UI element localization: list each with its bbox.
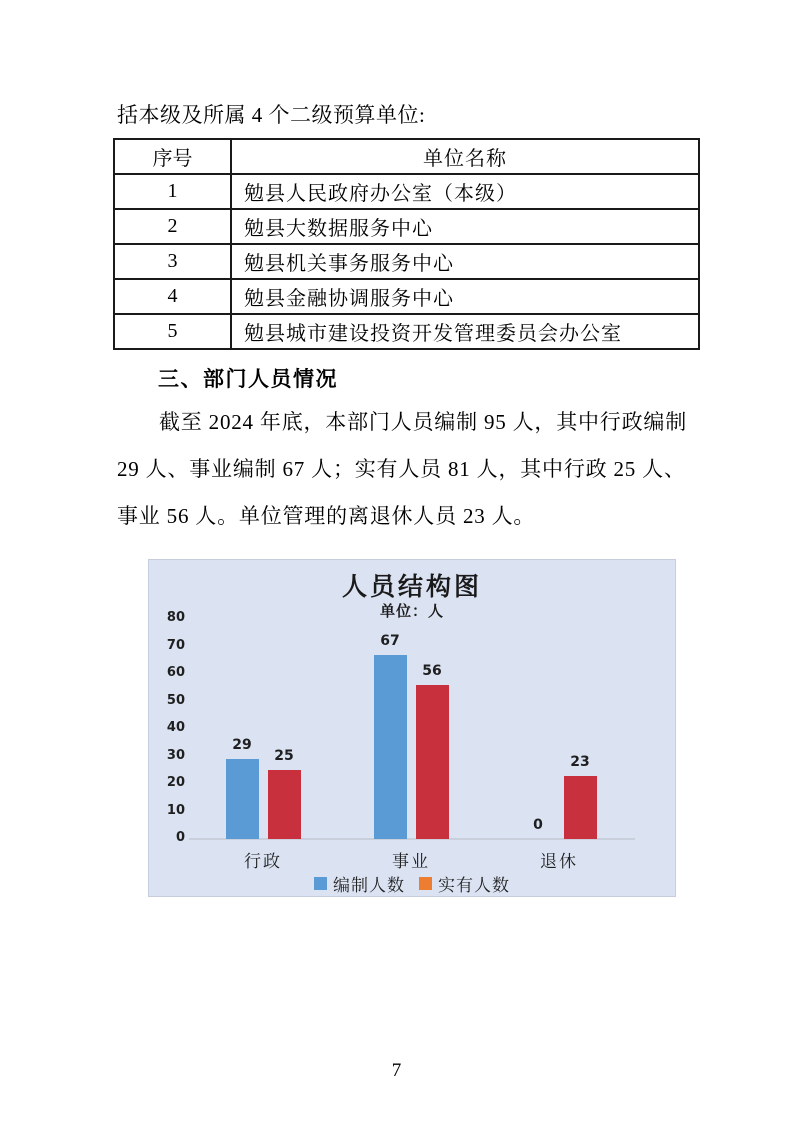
y-axis-tick-label: 20: [166, 775, 185, 790]
unit-name-cell: 勉县人民政府办公室（本级）: [231, 174, 699, 209]
intro-line: 括本级及所属 4 个二级预算单位:: [117, 103, 426, 127]
bar-实有人数-事业: [416, 685, 449, 839]
unit-index-cell: 2: [114, 209, 231, 244]
chart-legend: [149, 871, 675, 896]
index-header-cell: 序号: [114, 139, 231, 174]
legend-swatch-icon: [314, 877, 327, 890]
unit-index-cell: 1: [114, 174, 231, 209]
bar-data-label: 23: [570, 753, 590, 770]
legend-item: [314, 871, 405, 896]
unit-name-cell: 勉县大数据服务中心: [231, 209, 699, 244]
table-row: [114, 209, 699, 244]
y-axis-tick-label: 80: [166, 610, 185, 625]
chart-title: 人员结构图: [341, 572, 482, 601]
bar-data-label: 56: [422, 663, 442, 679]
budget-units-table: [113, 138, 700, 350]
unit-name-cell: 勉县金融协调服务中心: [231, 279, 699, 314]
paragraph-line: 事业 56 人。单位管理的离退休人员 23 人。: [117, 504, 536, 528]
table-row: [114, 244, 699, 279]
category-label: 行政: [244, 852, 282, 871]
unit-index-cell: 4: [114, 279, 231, 314]
chart-subtitle: 单位：人: [379, 602, 444, 620]
personnel-chart: [148, 559, 676, 897]
y-axis-tick-label: 40: [166, 720, 185, 735]
page-number: 7: [391, 1060, 402, 1081]
unit-name-header-cell: 单位名称: [231, 139, 699, 174]
bar-编制人数-事业: [374, 655, 407, 839]
bar-编制人数-行政: [226, 759, 259, 839]
y-axis-tick-label: 60: [166, 665, 185, 680]
legend-label: 实有人数: [438, 876, 510, 895]
table-row: [114, 314, 699, 349]
unit-index-cell: 3: [114, 244, 231, 279]
y-axis-tick-label: 10: [166, 802, 185, 818]
legend-label: 编制人数: [333, 876, 405, 895]
bar-data-label: 0: [533, 817, 543, 833]
table-row: [114, 174, 699, 209]
category-label: 事业: [392, 852, 430, 871]
paragraph-line: 截至 2024 年底，本部门人员编制 95 人，其中行政编制: [159, 410, 687, 434]
bar-实有人数-行政: [268, 770, 301, 839]
y-axis-tick-label: 70: [166, 637, 185, 653]
table-row: [114, 279, 699, 314]
bar-data-label: 67: [380, 632, 400, 649]
paragraph-line: 29 人、事业编制 67 人；实有人员 81 人，其中行政 25 人、: [117, 457, 686, 481]
table-header-row: [114, 139, 699, 174]
unit-index-cell: 5: [114, 314, 231, 349]
legend-swatch-icon: [419, 877, 432, 890]
unit-name-cell: 勉县机关事务服务中心: [231, 244, 699, 279]
section-heading: 三、部门人员情况: [158, 368, 338, 391]
y-axis-tick-label: 0: [175, 830, 185, 845]
unit-name-cell: 勉县城市建设投资开发管理委员会办公室: [231, 314, 699, 349]
y-axis-tick-label: 50: [166, 692, 185, 708]
y-axis-tick-label: 30: [166, 747, 185, 763]
bar-data-label: 25: [274, 748, 294, 765]
category-label: 退休: [540, 852, 578, 871]
bar-data-label: 29: [232, 737, 252, 754]
bar-实有人数-退休: [564, 776, 597, 839]
legend-item: [419, 871, 510, 896]
